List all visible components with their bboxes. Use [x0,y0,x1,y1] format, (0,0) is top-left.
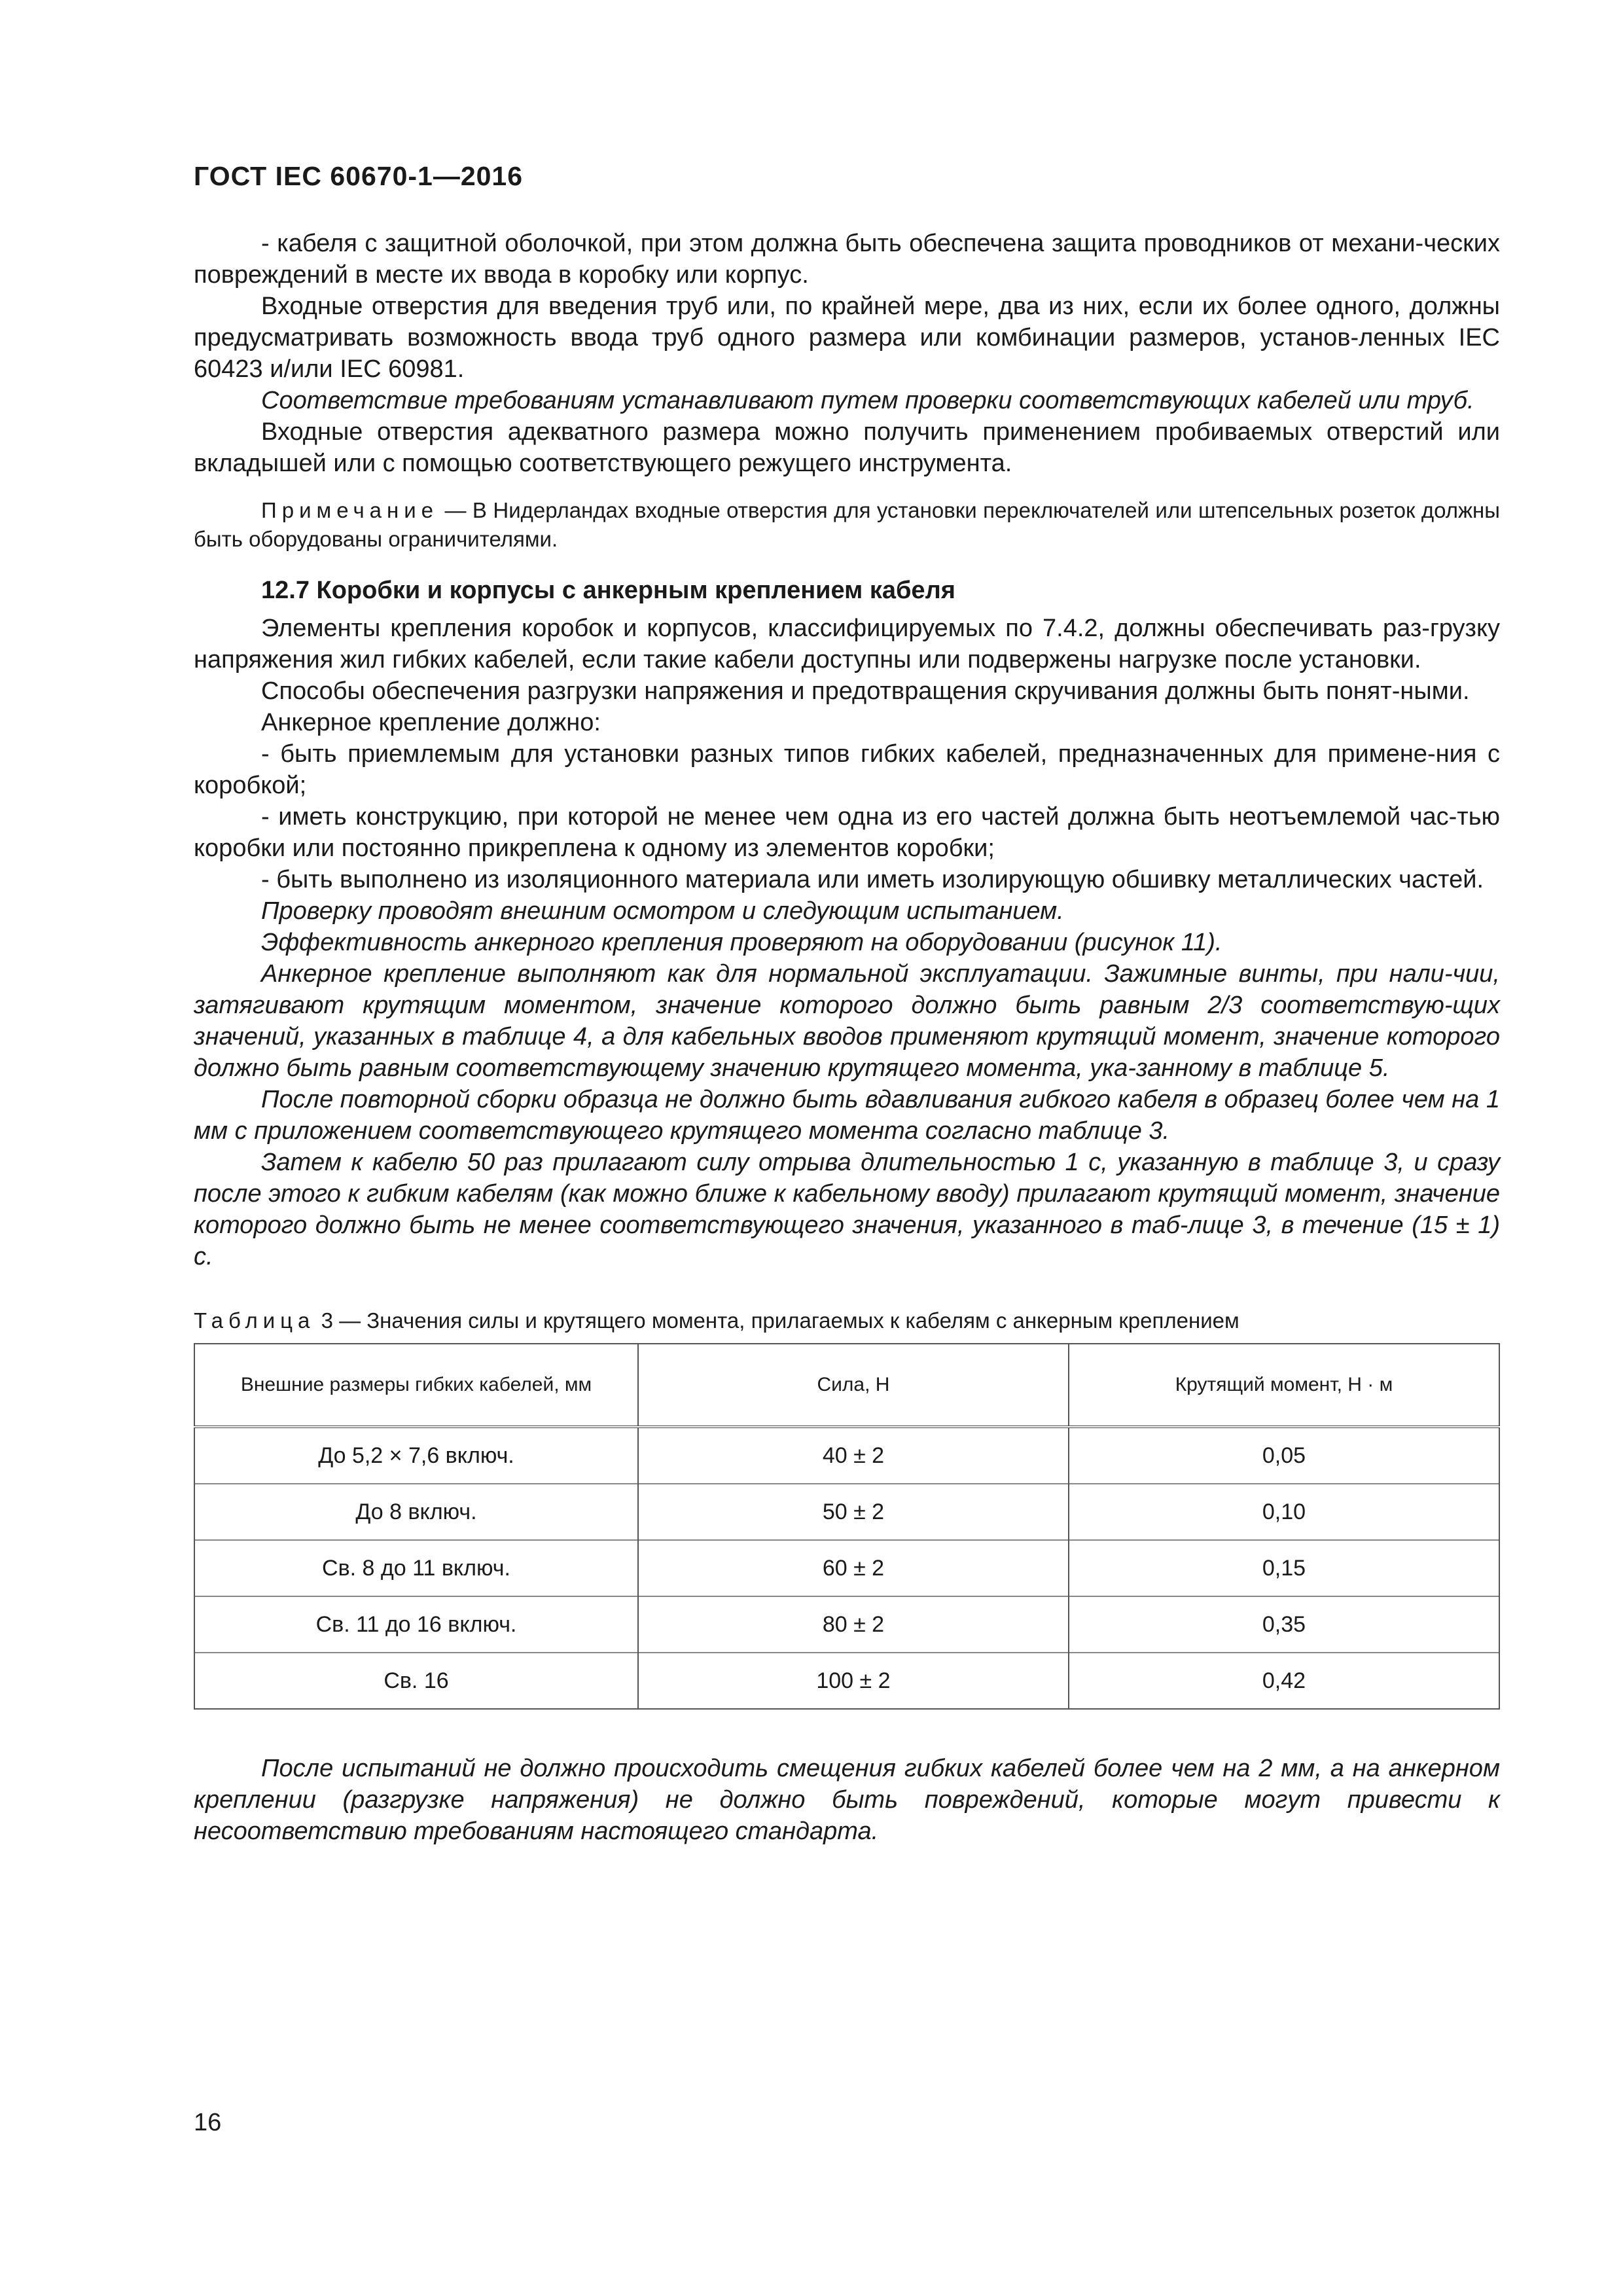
paragraph: Входные отверстия адекватного размера можно получить применением пробиваемых отверстий или вкладышей или с помощью соответствующего режущего инструмента. [194,418,1500,477]
paragraph: Способы обеспечения разгрузки напряжения и предотвращения скручивания должны быть понят-ными. [261,677,1470,705]
note [194,496,1500,554]
column-header: Сила, Н [638,1344,1069,1427]
list-item: - быть приемлемым для установки разных типов гибких кабелей, предназначенных для примене-ния с коробкой; [194,740,1500,799]
table-cell: До 8 включ. [194,1484,638,1540]
column-header: Внешние размеры гибких кабелей, мм [194,1344,638,1427]
table-cell: 100 ± 2 [638,1653,1069,1709]
document-header: ГОСТ IEC 60670-1—2016 [194,161,524,191]
table-cell: 40 ± 2 [638,1427,1069,1484]
paragraph-italic: Соответствие требованиям устанавливают путем проверки соответствующих кабелей или труб. [261,387,1474,414]
table-row [194,1484,1499,1540]
note-label: Примечание [261,498,439,522]
table-caption [194,1306,1500,1335]
table-cell: 0,42 [1069,1653,1499,1709]
table-row [194,1427,1499,1484]
table-caption-text: 3 — Значения силы и крутящего момента, прилагаемых к кабелям с анкерным креплением [321,1308,1240,1333]
document-body [194,228,1500,1847]
data-table [194,1343,1500,1710]
column-header: Крутящий момент, Н · м [1069,1344,1499,1427]
table-cell: 60 ± 2 [638,1540,1069,1596]
paragraph-italic: Затем к кабелю 50 раз прилагают силу отрыва длительностью 1 с, указанную в таблице 3, и сразу после этого к гибким кабелям (как можно ближе к кабельному вводу) прилагают крутящий момент, значение которого должно быть не менее соответствующего значения, указанного в таб-лице 3, в течение (15 ± 1) с. [194,1149,1500,1270]
table-cell: 50 ± 2 [638,1484,1069,1540]
list-item: - иметь конструкцию, при которой не менее чем одна из его частей должна быть неотъемлемой час-тью коробки или постоянно прикреплена к одному из элементов коробки; [194,803,1500,862]
paragraph-italic: Эффективность анкерного крепления проверяют на оборудовании (рисунок 11). [261,929,1222,956]
table-cell: Св. 8 до 11 включ. [194,1540,638,1596]
paragraph: Анкерное крепление должно: [261,709,601,736]
page-number: 16 [194,2109,222,2136]
paragraph-italic: После повторной сборки образца не должно быть вдавливания гибкого кабеля в образец более чем на 1 мм с приложением соответствующего крутящего момента согласно таблице 3. [194,1086,1500,1145]
note-text: — В Нидерландах входные отверстия для установки переключателей или штепсельных розеток должны быть оборудованы ограничителями. [194,498,1500,551]
table-row [194,1540,1499,1596]
table-cell: 0,15 [1069,1540,1499,1596]
list-item: - быть выполнено из изоляционного материала или иметь изолирующую обшивку металлических частей. [261,866,1484,893]
table-cell: 0,10 [1069,1484,1499,1540]
table-row [194,1653,1499,1709]
paragraph-italic: Проверку проводят внешним осмотром и следующим испытанием. [261,897,1064,925]
table-caption-label: Таблица [194,1308,315,1333]
table-header-row [194,1344,1499,1427]
table-cell: До 5,2 × 7,6 включ. [194,1427,638,1484]
table-cell: 80 ± 2 [638,1596,1069,1653]
paragraph-italic: Анкерное крепление выполняют как для нормальной эксплуатации. Зажимные винты, при нали-чии, затягивают крутящим моментом, значение которого должно быть равным 2/3 соответствую-щих значений, указанных в таблице 4, а для кабельных вводов применяют крутящий момент, значение которого должно быть равным соответствующему значению крутящего момента, ука-занному в таблице 5. [194,960,1500,1082]
table-row [194,1596,1499,1653]
table-cell: 0,05 [1069,1427,1499,1484]
table-cell: 0,35 [1069,1596,1499,1653]
paragraph: Входные отверстия для введения труб или, по крайней мере, два из них, если их более одного, должны предусматривать возможность ввода труб одного размера или комбинации размеров, установ-ленных IEC 60423 и/или IEC 60981. [194,293,1500,383]
paragraph: Элементы крепления коробок и корпусов, классифицируемых по 7.4.2, должны обеспечивать раз-грузку напряжения жил гибких кабелей, если такие кабели доступны или подвержены нагрузке после установки. [194,615,1500,673]
paragraph: - кабеля с защитной оболочкой, при этом должна быть обеспечена защита проводников от механи-ческих повреждений в месте их ввода в коробку или корпус. [194,230,1500,289]
section-heading: 12.7 Коробки и корпусы с анкерным креплением кабеля [261,577,955,604]
table-cell: Св. 16 [194,1653,638,1709]
paragraph-italic: После испытаний не должно происходить смещения гибких кабелей более чем на 2 мм, а на анкерном креплении (разгрузке напряжения) не должно быть повреждений, которые могут привести к несоответствию требованиям настоящего стандарта. [194,1755,1500,1845]
table-cell: Св. 11 до 16 включ. [194,1596,638,1653]
